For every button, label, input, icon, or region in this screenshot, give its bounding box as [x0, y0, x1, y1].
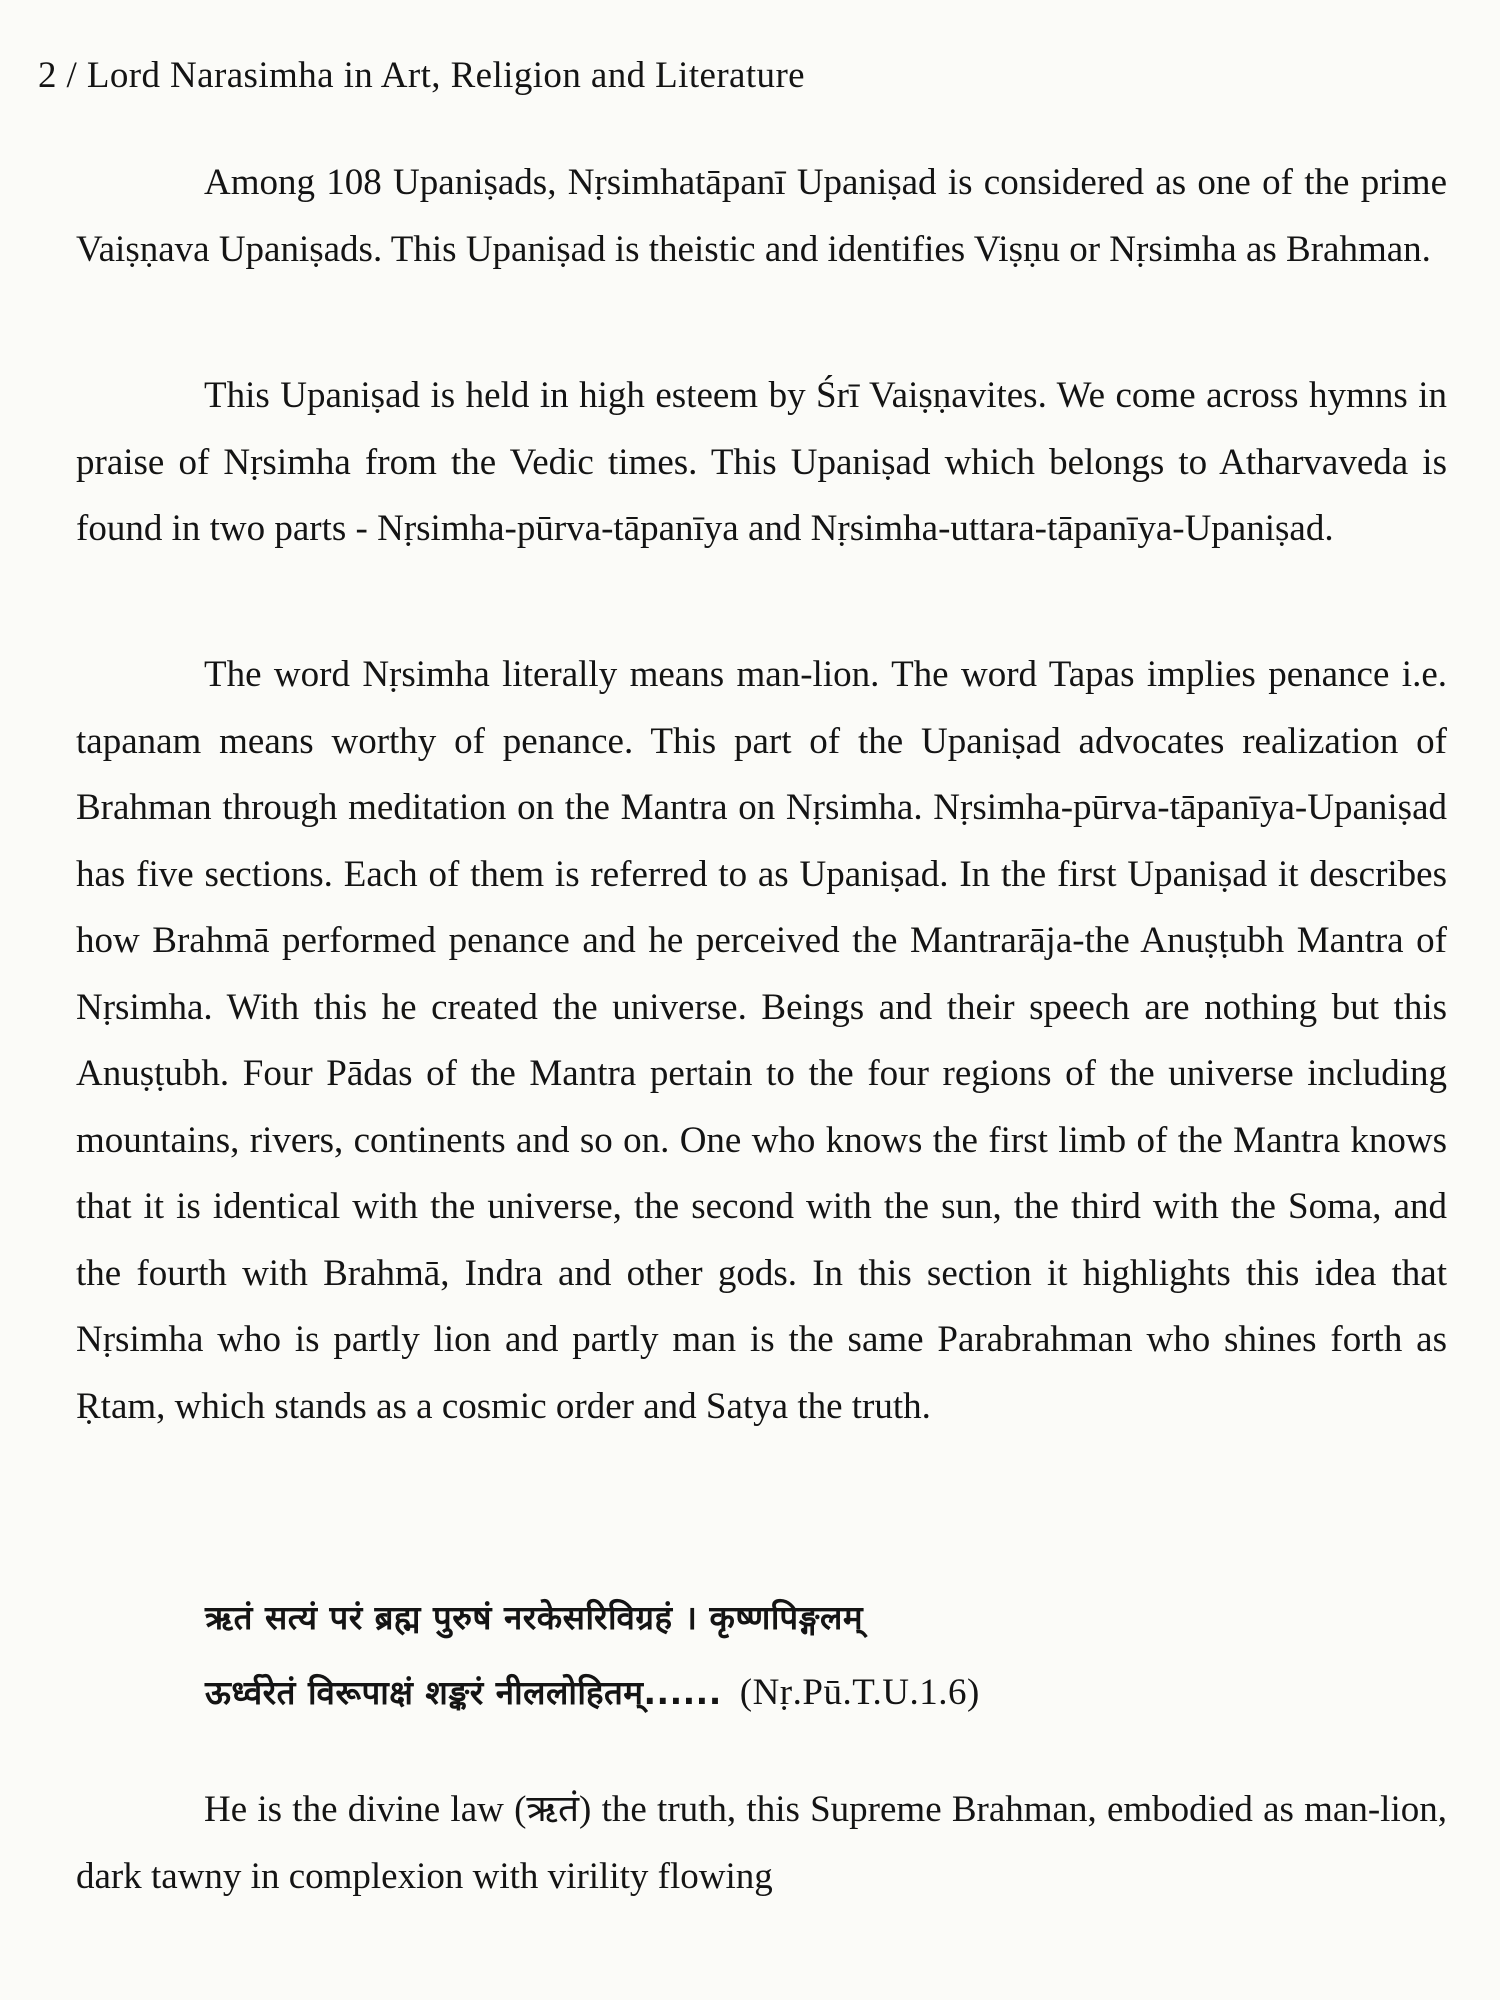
- verse-reference: (Nṛ.Pū.T.U.1.6): [739, 1672, 980, 1713]
- paragraph-text: He is the divine law (ऋतं) the truth, this Supreme Brahman, embodied as man-lion, dark tawny in complexion with virility flowing: [76, 1789, 1447, 1897]
- paragraph-text: Among 108 Upaniṣads, Nṛsimhatāpanī Upaniṣad is considered as one of the prime Vaiṣṇava Upaniṣads. This Upaniṣad is theistic and identifies Viṣṇu or Nṛsimha as Brahman.: [76, 162, 1447, 270]
- paragraph-3: [76, 642, 1447, 1440]
- paragraph-text: The word Nṛsimha literally means man-lion. The word Tapas implies penance i.e. tapanam means worthy of penance. This part of the Upaniṣad advocates realization of Brahman through meditation on the Mantra on Nṛsimha. Nṛsimha-pūrva-tāpanīya-Upaniṣad has five sections. Each of them is referred to as Upaniṣad. In the first Upaniṣad it describes how Brahmā performed penance and he perceived the Mantrarāja-the Anuṣṭubh Mantra of Nṛsimha. With this he created the universe. Beings and their speech are nothing but this Anuṣṭubh. Four Pādas of the Mantra pertain to the four regions of the universe including mountains, rivers, continents and so on. One who knows the first limb of the Mantra knows that it is identical with the universe, the second with the sun, the third with the Soma, and the fourth with Brahmā, Indra and other gods. In this section it highlights this idea that Nṛsimha who is partly lion and partly man is the same Parabrahman who shines forth as Ṛtam, which stands as a cosmic order and Satya the truth.: [76, 654, 1447, 1427]
- sanskrit-verse-line-1: [205, 1594, 863, 1639]
- paragraph-4: [76, 1777, 1447, 1910]
- sanskrit-verse-line-2: [205, 1669, 980, 1714]
- verse-text: ऊर्ध्वरेतं विरूपाक्षं शङ्करं नीललोहितम्......: [205, 1673, 722, 1712]
- verse-text: ऋतं सत्यं परं ब्रह्म पुरुषं नरकेसरिविग्रहं । कृष्णपिङ्गलम्: [205, 1598, 864, 1637]
- paragraph-1: [76, 150, 1447, 283]
- paragraph-text: This Upaniṣad is held in high esteem by Śrī Vaiṣṇavites. We come across hymns in praise of Nṛsimha from the Vedic times. This Upaniṣad which belongs to Atharvaveda is found in two parts - Nṛsimha-pūrva-tāpanīya and Nṛsimha-uttara-tāpanīya-Upaniṣad.: [76, 375, 1447, 549]
- running-head: 2 / Lord Narasimha in Art, Religion and Literature: [38, 55, 805, 96]
- paragraph-2: [76, 363, 1447, 563]
